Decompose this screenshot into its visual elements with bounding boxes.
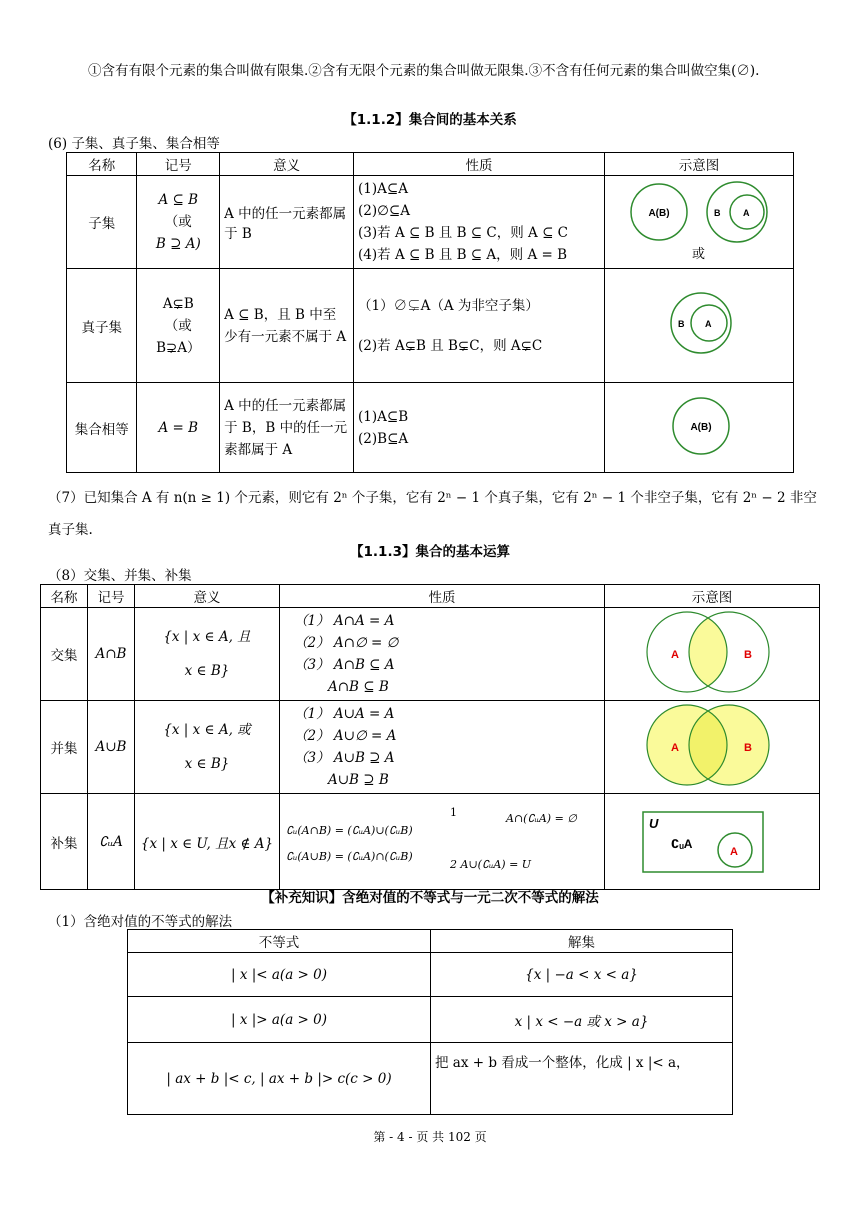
diagram-label: A(B) xyxy=(690,421,712,433)
inequality-cell: | x |> a(a > 0) xyxy=(128,997,431,1043)
subset-diagram xyxy=(609,176,789,264)
inequality-cell: | x |< a(a > 0) xyxy=(128,953,431,997)
row-diagram xyxy=(605,701,820,794)
section-heading-supplement: 【补充知识】含绝对值的不等式与一元二次不等式的解法 xyxy=(261,890,599,906)
item-6-heading: (6) 子集、真子集、集合相等 xyxy=(48,136,220,152)
intersection-diagram xyxy=(609,608,809,696)
row-diagram xyxy=(605,608,820,701)
row-meaning: {x | x ∈ A, 且 x ∈ B} xyxy=(135,608,280,701)
row-name: 补集 xyxy=(41,794,88,890)
diagram-label: B xyxy=(744,649,752,661)
row-meaning: A 中的任一元素都属于 B xyxy=(220,176,354,269)
table-header-row xyxy=(67,153,794,176)
row-name: 交集 xyxy=(41,608,88,701)
page-footer: 第 - 4 - 页 共 102 页 xyxy=(373,1130,487,1144)
diagram-label: A xyxy=(730,845,738,858)
diagram-label: A(B) xyxy=(648,208,670,219)
header-properties: 性质 xyxy=(354,153,605,176)
table-row xyxy=(128,953,733,997)
header-name: 名称 xyxy=(67,153,137,176)
diagram-label: A xyxy=(705,318,712,329)
header-diagram: 示意图 xyxy=(605,153,794,176)
row-properties: （1）∅⊊A（A 为非空子集） (2)若 A⊊B 且 B⊊C，则 A⊊C xyxy=(354,269,605,383)
solution-cell: 把 ax + b 看成一个整体，化成 | x |< a， xyxy=(431,1043,733,1115)
row-notation: A∪B xyxy=(88,701,135,794)
absolute-inequality-table xyxy=(127,929,733,1115)
row-meaning: A 中的任一元素都属于 B，B 中的任一元素都属于 A xyxy=(220,383,354,473)
header-notation: 记号 xyxy=(88,585,135,608)
inequality-cell: | ax + b |< c, | ax + b |> c(c > 0) xyxy=(128,1043,431,1115)
diagram-label: B xyxy=(744,742,752,754)
proper-subset-diagram xyxy=(609,279,789,369)
union-diagram xyxy=(609,701,809,789)
row-properties: ∁ᵤ(A∩B) = (∁ᵤA)∪(∁ᵤB) ∁ᵤ(A∪B) = (∁ᵤA)∩(∁ᵤB) 1 A∩(∁ᵤA) = ∅ 2 A∪(∁ᵤA) = U xyxy=(280,794,605,890)
row-meaning: A ⊆ B，且 B 中至少有一元素不属于 A xyxy=(220,269,354,383)
table-header-row xyxy=(41,585,820,608)
header-meaning: 意义 xyxy=(135,585,280,608)
row-name: 集合相等 xyxy=(67,383,137,473)
row-diagram xyxy=(605,269,794,383)
row-notation: A⊊B （或 B⊋A） xyxy=(137,269,220,383)
intro-paragraph: ①含有有限个元素的集合叫做有限集.②含有无限个元素的集合叫做无限集.③不含有任何元素的集合叫做空集(∅). xyxy=(88,63,760,79)
header-inequality: 不等式 xyxy=(128,930,431,953)
row-properties: (1)A⊆B (2)B⊆A xyxy=(354,383,605,473)
set-operations-table xyxy=(40,584,820,890)
diagram-label: B xyxy=(678,318,685,329)
table-row xyxy=(41,794,820,890)
row-meaning: {x | x ∈ A, 或 x ∈ B} xyxy=(135,701,280,794)
table-row xyxy=(67,269,794,383)
table-row xyxy=(41,701,820,794)
row-notation: A ⊆ B （或 B ⊇ A) xyxy=(137,176,220,269)
header-notation: 记号 xyxy=(137,153,220,176)
header-solution-set: 解集 xyxy=(431,930,733,953)
diagram-label: A xyxy=(743,208,750,218)
row-notation: A = B xyxy=(137,383,220,473)
complement-diagram xyxy=(609,796,809,884)
header-meaning: 意义 xyxy=(220,153,354,176)
row-properties: （1） A∩A = A （2） A∩∅ = ∅ （3） A∩B ⊆ A A∩B ⊆ B xyxy=(280,608,605,701)
subset-relations-table xyxy=(66,152,794,473)
table-row xyxy=(128,1043,733,1115)
row-properties: (1)A⊆A (2)∅⊆A (3)若 A ⊆ B 且 B ⊆ C，则 A ⊆ C (4)若 A ⊆ B 且 B ⊆ A，则 A = B xyxy=(354,176,605,269)
diagram-or-label: 或 xyxy=(692,247,706,262)
section-heading-1-1-3: 【1.1.3】集合的基本运算 xyxy=(350,544,510,560)
diagram-label: U xyxy=(649,815,659,831)
table-header-row xyxy=(128,930,733,953)
section-heading-1-1-2: 【1.1.2】集合间的基本关系 xyxy=(343,112,517,128)
row-meaning: {x | x ∈ U, 且x ∉ A} xyxy=(135,794,280,890)
header-diagram: 示意图 xyxy=(605,585,820,608)
table-row xyxy=(67,176,794,269)
row-notation: A∩B xyxy=(88,608,135,701)
diagram-label: A xyxy=(671,649,679,661)
table-row xyxy=(67,383,794,473)
item-8-heading: （8）交集、并集、补集 xyxy=(48,568,192,584)
header-properties: 性质 xyxy=(280,585,605,608)
table-row xyxy=(41,608,820,701)
solution-cell: x | x < −a 或 x > a} xyxy=(431,997,733,1043)
row-name: 子集 xyxy=(67,176,137,269)
item-7-paragraph: （7）已知集合 A 有 n(n ≥ 1) 个元素，则它有 2ⁿ 个子集，它有 2ⁿ − 1 个真子集，它有 2ⁿ − 1 个非空子集，它有 2ⁿ − 2 非空真子集. xyxy=(48,490,817,538)
item-1-heading: （1）含绝对值的不等式的解法 xyxy=(48,914,233,930)
header-name: 名称 xyxy=(41,585,88,608)
solution-cell: {x | −a < x < a} xyxy=(431,953,733,997)
row-name: 真子集 xyxy=(67,269,137,383)
table-row xyxy=(128,997,733,1043)
row-diagram xyxy=(605,794,820,890)
row-properties: （1） A∪A = A （2） A∪∅ = A （3） A∪B ⊇ A A∪B ⊇ B xyxy=(280,701,605,794)
row-diagram xyxy=(605,383,794,473)
row-diagram xyxy=(605,176,794,269)
row-notation: ∁ᵤA xyxy=(88,794,135,890)
diagram-label: B xyxy=(714,208,721,218)
row-name: 并集 xyxy=(41,701,88,794)
diagram-label: A xyxy=(671,742,679,754)
diagram-label: ∁ᵤA xyxy=(671,836,693,851)
equal-sets-diagram xyxy=(609,386,789,466)
